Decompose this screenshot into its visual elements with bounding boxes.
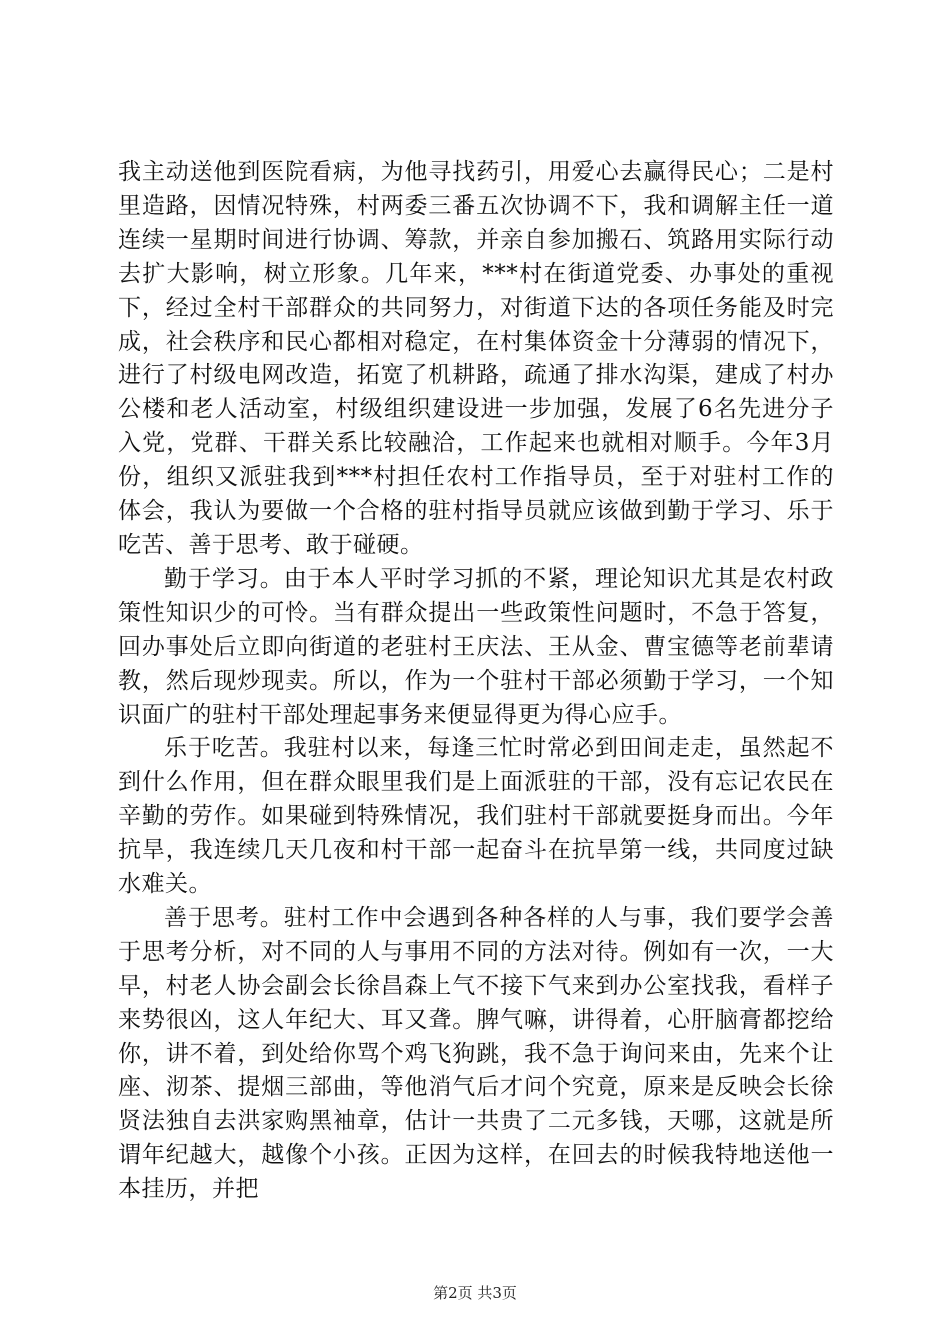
- paragraph-diligent-study: 勤于学习。由于本人平时学习抓的不紧，理论知识尤其是农村政策性知识少的可怜。当有群众提出一些政策性问题时，不急于答复，回办事处后立即向街道的老驻村王庆法、王从金、曹宝德等老前辈请教，然后现炒现卖。所以，作为一个驻村干部必须勤于学习，一个知识面广的驻村干部处理起事务来便显得更为得心应手。: [118, 565, 834, 728]
- paragraph-continuation: 我主动送他到医院看病，为他寻找药引，用爱心去赢得民心；二是村里造路，因情况特殊，村两委三番五次协调不下，我和调解主任一道连续一星期时间进行协调、筹款，并亲自参加搬石、筑路用实际行动去扩大影响，树立形象。几年来，***村在街道党委、办事处的重视下，经过全村干部群众的共同努力，对街道下达的各项任务能及时完成，社会秩序和民心都相对稳定，在村集体资金十分薄弱的情况下，进行了村级电网改造，拓宽了机耕路，疏通了排水沟渠，建成了村办公楼和老人活动室，村级组织建设进一步加强，发展了6名先进分子入党，党群、干群关系比较融洽，工作起来也就相对顺手。今年3月份，组织又派驻我到***村担任农村工作指导员，至于对驻村工作的体会，我认为要做一个合格的驻村指导员就应该做到勤于学习、乐于吃苦、善于思考、敢于碰硬。: [118, 159, 834, 558]
- paragraph-endure-hardship: 乐于吃苦。我驻村以来，每逢三忙时常必到田间走走，虽然起不到什么作用，但在群众眼里我们是上面派驻的干部，没有忘记农民在辛勤的劳作。如果碰到特殊情况，我们驻村干部就要挺身而出。今年抗旱，我连续几天几夜和村干部一起奋斗在抗旱第一线，共同度过缺水难关。: [118, 735, 834, 898]
- document-body: [118, 156, 834, 1207]
- paragraph-good-at-thinking: 善于思考。驻村工作中会遇到各种各样的人与事，我们要学会善于思考分析，对不同的人与事用不同的方法对待。例如有一次，一大早，村老人协会副会长徐昌森上气不接下气来到办公室找我，看样子来势很凶，这人年纪大、耳又聋。脾气嘛，讲得着，心肝脑膏都挖给你，讲不着，到处给你骂个鸡飞狗跳，我不急于询问来由，先来个让座、沏茶、提烟三部曲，等他消气后才问个究竟，原来是反映会长徐贤法独自去洪家购黑袖章，估计一共贵了二元多钱，天哪，这就是所谓年纪越大，越像个小孩。正因为这样，在回去的时候我特地送他一本挂历，并把: [118, 904, 834, 1203]
- page-number-footer: 第2页 共3页: [433, 1284, 517, 1302]
